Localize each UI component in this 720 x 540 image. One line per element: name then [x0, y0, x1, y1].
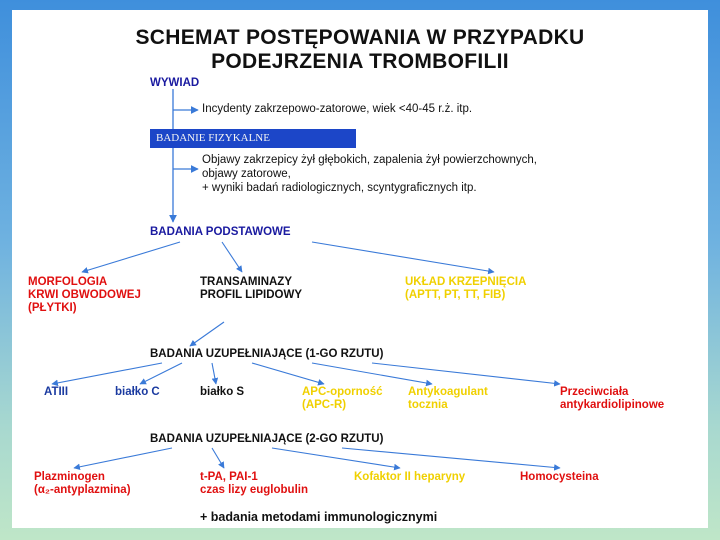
przeciwciala-line-2: antykardiolipinowe	[560, 399, 665, 411]
title-line-1: SCHEMAT POSTĘPOWANIA W PRZYPADKU	[135, 26, 585, 49]
wywiad-detail: Incydenty zakrzepowo-zatorowe, wiek <40-45 r.ż. itp.	[202, 103, 473, 115]
arrow-to-homocysteina	[342, 448, 560, 468]
atiii: ATIII	[44, 386, 69, 398]
bialko-c: białko C	[115, 386, 160, 398]
arrow-to-kofaktor	[272, 448, 400, 468]
arrow-to-transaminazy	[222, 242, 242, 272]
fizykalne-detail-1: Objawy zakrzepicy żył głębokich, zapalenia żył powierzchownych,	[202, 154, 537, 166]
title-line-2: PODEJRZENIA TROMBOFILII	[211, 50, 509, 73]
morfologia-line-2: KRWI OBWODOWEJ	[28, 289, 141, 301]
flow-arrows	[12, 10, 708, 528]
apc-line-2: (APC-R)	[302, 399, 347, 411]
arrow-to-antykoagulant	[312, 363, 432, 384]
kofaktor: Kofaktor II heparyny	[354, 471, 466, 483]
antykoagulant-line-1: Antykoagulant	[408, 386, 488, 398]
tpa-line-1: t-PA, PAI-1	[200, 471, 258, 483]
wywiad-label: WYWIAD	[150, 77, 200, 89]
plazminogen-line-1: Plazminogen	[34, 471, 105, 483]
arrow-to-plazminogen	[74, 448, 172, 468]
arrow-to-uklad	[312, 242, 494, 272]
morfologia-line-3: (PŁYTKI)	[28, 302, 77, 314]
badania-1-label: BADANIA UZUPEŁNIAJĄCE (1-GO RZUTU)	[150, 348, 384, 360]
bialko-s: białko S	[200, 386, 245, 398]
badanie-fizykalne-label: BADANIE FIZYKALNE	[150, 129, 356, 148]
immuno-footer: + badania metodami immunologicznymi	[200, 510, 438, 524]
arrow-to-tpa	[212, 448, 224, 468]
arrow-to-przeciwciala	[372, 363, 560, 384]
plazminogen-line-2: (α₂-antyplazmina)	[34, 484, 131, 496]
transaminazy-line-1: TRANSAMINAZY	[200, 276, 292, 288]
badania-podstawowe-label: BADANIA PODSTAWOWE	[150, 226, 291, 238]
morfologia-line-1: MORFOLOGIA	[28, 276, 108, 288]
fizykalne-detail-2: objawy zatorowe,	[202, 168, 291, 180]
transaminazy-line-2: PROFIL LIPIDOWY	[200, 289, 303, 301]
przeciwciala-line-1: Przeciwciała	[560, 386, 629, 398]
antykoagulant-line-2: toczniа	[408, 399, 448, 411]
fizykalne-detail-3: + wyniki badań radiologicznych, scyntygraficznych itp.	[202, 182, 477, 194]
arrow-to-apc	[252, 363, 324, 384]
uklad-line-1: UKŁAD KRZEPNIĘCIA	[405, 276, 527, 288]
homocysteina: Homocysteina	[520, 471, 599, 483]
badania-2-label: BADANIA UZUPEŁNIAJĄCE (2-GO RZUTU)	[150, 433, 384, 445]
slide	[12, 10, 708, 528]
apc-line-1: APC-oporność	[302, 386, 383, 398]
arrow-to-morfologia	[82, 242, 180, 272]
arrow-to-bialko-s	[212, 363, 216, 384]
uklad-line-2: (APTT, PT, TT, FIB)	[405, 289, 506, 301]
arrow-to-badania1	[190, 322, 224, 346]
tpa-line-2: czas lizy euglobulin	[200, 484, 308, 496]
